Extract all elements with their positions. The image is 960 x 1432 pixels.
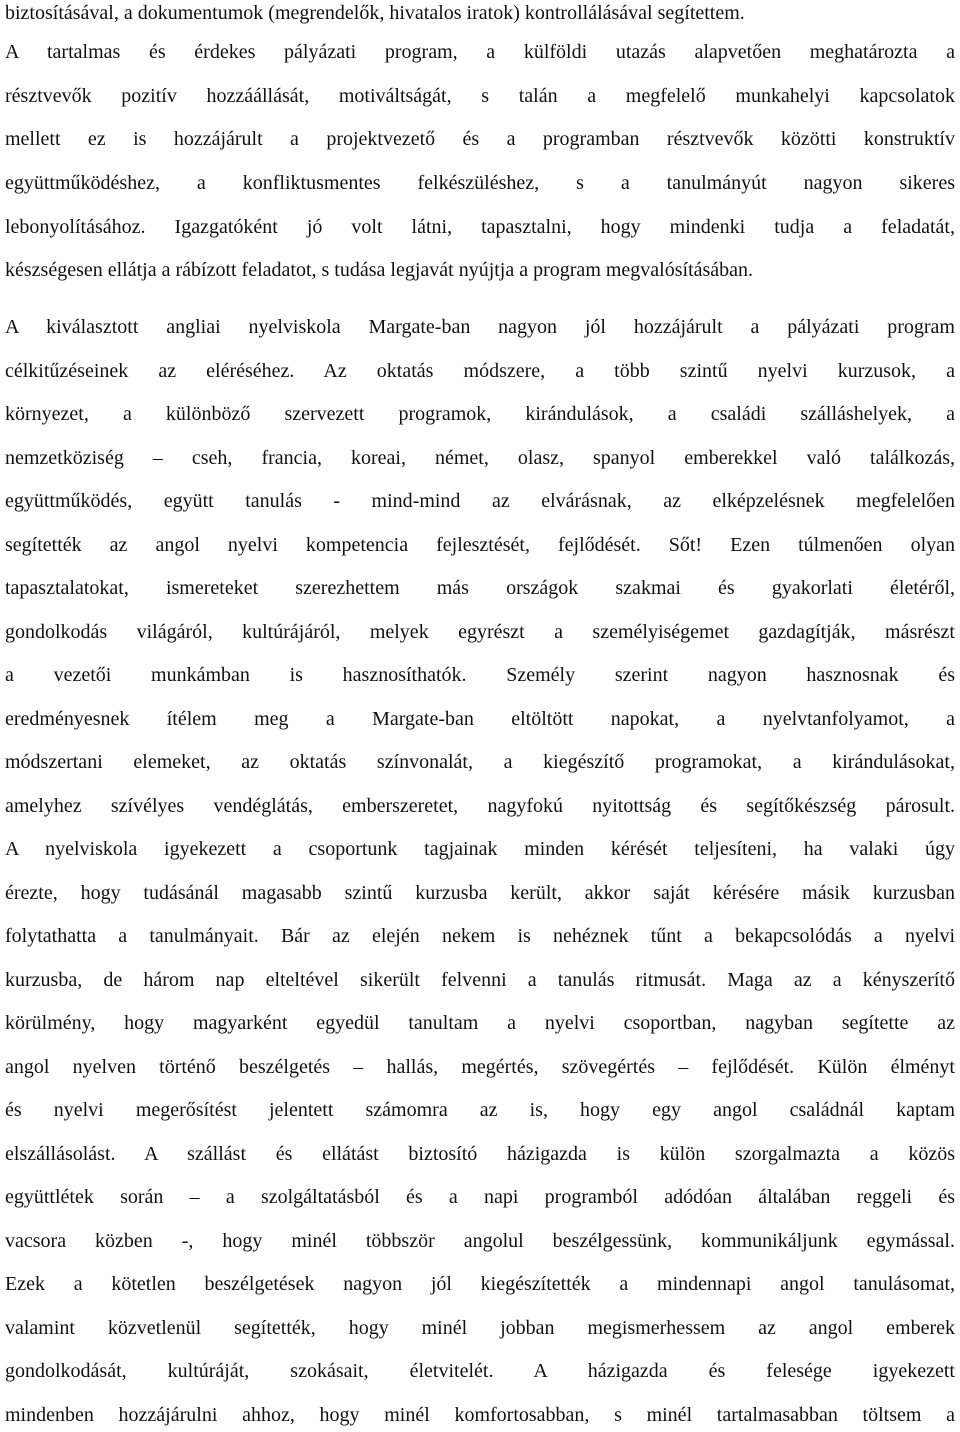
text-line-22: folytathatta a tanulmányait. Bár az elején nekem is nehéznek tűnt a bekapcsolódás a nyelvi bbox=[5, 925, 955, 947]
text-line-33: mindenben hozzájárulni ahhoz, hogy minél komfortosabban, s minél tartalmasabban töltsem a bbox=[5, 1404, 955, 1426]
text-line-10: környezet, a különböző szervezett programok, kirándulások, a családi szálláshelyek, a bbox=[5, 403, 955, 425]
document-page bbox=[5, 0, 955, 1432]
text-line-18: módszertani elemeket, az oktatás színvonalát, a kiegészítő programokat, a kirándulásokat, bbox=[5, 751, 955, 773]
text-line-29: vacsora közben -, hogy minél többször angolul beszélgessünk, kommunikáljunk egymással. bbox=[5, 1230, 955, 1252]
text-line-16: a vezetői munkámban is hasznosíthatók. Személy szerint nagyon hasznosnak és bbox=[5, 664, 955, 686]
text-line-20: A nyelviskola igyekezett a csoportunk tagjainak minden kérését teljesíteni, ha valaki úgy bbox=[5, 838, 955, 860]
text-line-25: angol nyelven történő beszélgetés – hallás, megértés, szövegértés – fejlődését. Külön élményt bbox=[5, 1056, 955, 1078]
text-line-2: A tartalmas és érdekes pályázati program, a külföldi utazás alapvetően meghatározta a bbox=[5, 41, 955, 63]
text-line-6: lebonyolításához. Igazgatóként jó volt látni, tapasztalni, hogy mindenki tudja a feladatát, bbox=[5, 216, 955, 238]
text-line-7: készségesen ellátja a rábízott feladatot, s tudása legjavát nyújtja a program megvalósításában. bbox=[5, 259, 754, 281]
text-line-11: nemzetköziség – cseh, francia, koreai, német, olasz, spanyol emberekkel való találkozás, bbox=[5, 447, 955, 469]
text-line-31: valamint közvetlenül segítették, hogy minél jobban megismerhessem az angol emberek bbox=[5, 1317, 955, 1339]
text-line-3: résztvevők pozitív hozzáállását, motiváltságát, s talán a megfelelő munkahelyi kapcsolatok bbox=[5, 85, 955, 107]
text-line-26: és nyelvi megerősítést jelentett számomra az is, hogy egy angol családnál kaptam bbox=[5, 1099, 955, 1121]
text-line-9: célkitűzéseinek az eléréséhez. Az oktatás módszere, a több szintű nyelvi kurzusok, a bbox=[5, 360, 955, 382]
text-line-13: segítették az angol nyelvi kompetencia fejlesztését, fejlődését. Sőt! Ezen túlmenően olyan bbox=[5, 534, 955, 556]
text-line-15: gondolkodás világáról, kultúrájáról, melyek egyrészt a személyiségemet gazdagítják, másrészt bbox=[5, 621, 955, 643]
text-line-1: biztosításával, a dokumentumok (megrendelők, hivatalos iratok) kontrollálásával segítettem. bbox=[5, 2, 745, 24]
text-line-24: körülmény, hogy magyarként egyedül tanultam a nyelvi csoportban, nagyban segítette az bbox=[5, 1012, 955, 1034]
text-line-30: Ezek a kötetlen beszélgetések nagyon jól kiegészítették a mindennapi angol tanulásomat, bbox=[5, 1273, 955, 1295]
text-line-8: A kiválasztott angliai nyelviskola Margate-ban nagyon jól hozzájárult a pályázati program bbox=[5, 316, 955, 338]
text-line-27: elszállásolást. A szállást és ellátást biztosító házigazda is külön szorgalmazta a közös bbox=[5, 1143, 955, 1165]
text-line-32: gondolkodását, kultúráját, szokásait, életvitelét. A házigazda és felesége igyekezett bbox=[5, 1360, 955, 1382]
text-line-17: eredményesnek ítélem meg a Margate-ban eltöltött napokat, a nyelvtanfolyamot, a bbox=[5, 708, 955, 730]
text-line-14: tapasztalatokat, ismereteket szerezhettem más országok szakmai és gyakorlati életéről, bbox=[5, 577, 955, 599]
text-line-4: mellett ez is hozzájárult a projektvezető és a programban résztvevők közötti konstruktív bbox=[5, 128, 955, 150]
text-line-21: érezte, hogy tudásánál magasabb szintű kurzusba került, akkor saját kérésére másik kurzusban bbox=[5, 882, 955, 904]
text-line-28: együttlétek során – a szolgáltatásból és a napi programból adódóan általában reggeli és bbox=[5, 1186, 955, 1208]
text-line-5: együttműködéshez, a konfliktusmentes felkészüléshez, s a tanulmányút nagyon sikeres bbox=[5, 172, 955, 194]
text-line-19: amelyhez szívélyes vendéglátás, emberszeretet, nagyfokú nyitottság és segítőkészség párosult. bbox=[5, 795, 955, 817]
text-line-23: kurzusba, de három nap elteltével sikerült felvenni a tanulás ritmusát. Maga az a kényszerítő bbox=[5, 969, 955, 991]
text-line-12: együttműködés, együtt tanulás - mind-mind az elvárásnak, az elképzelésnek megfelelően bbox=[5, 490, 955, 512]
